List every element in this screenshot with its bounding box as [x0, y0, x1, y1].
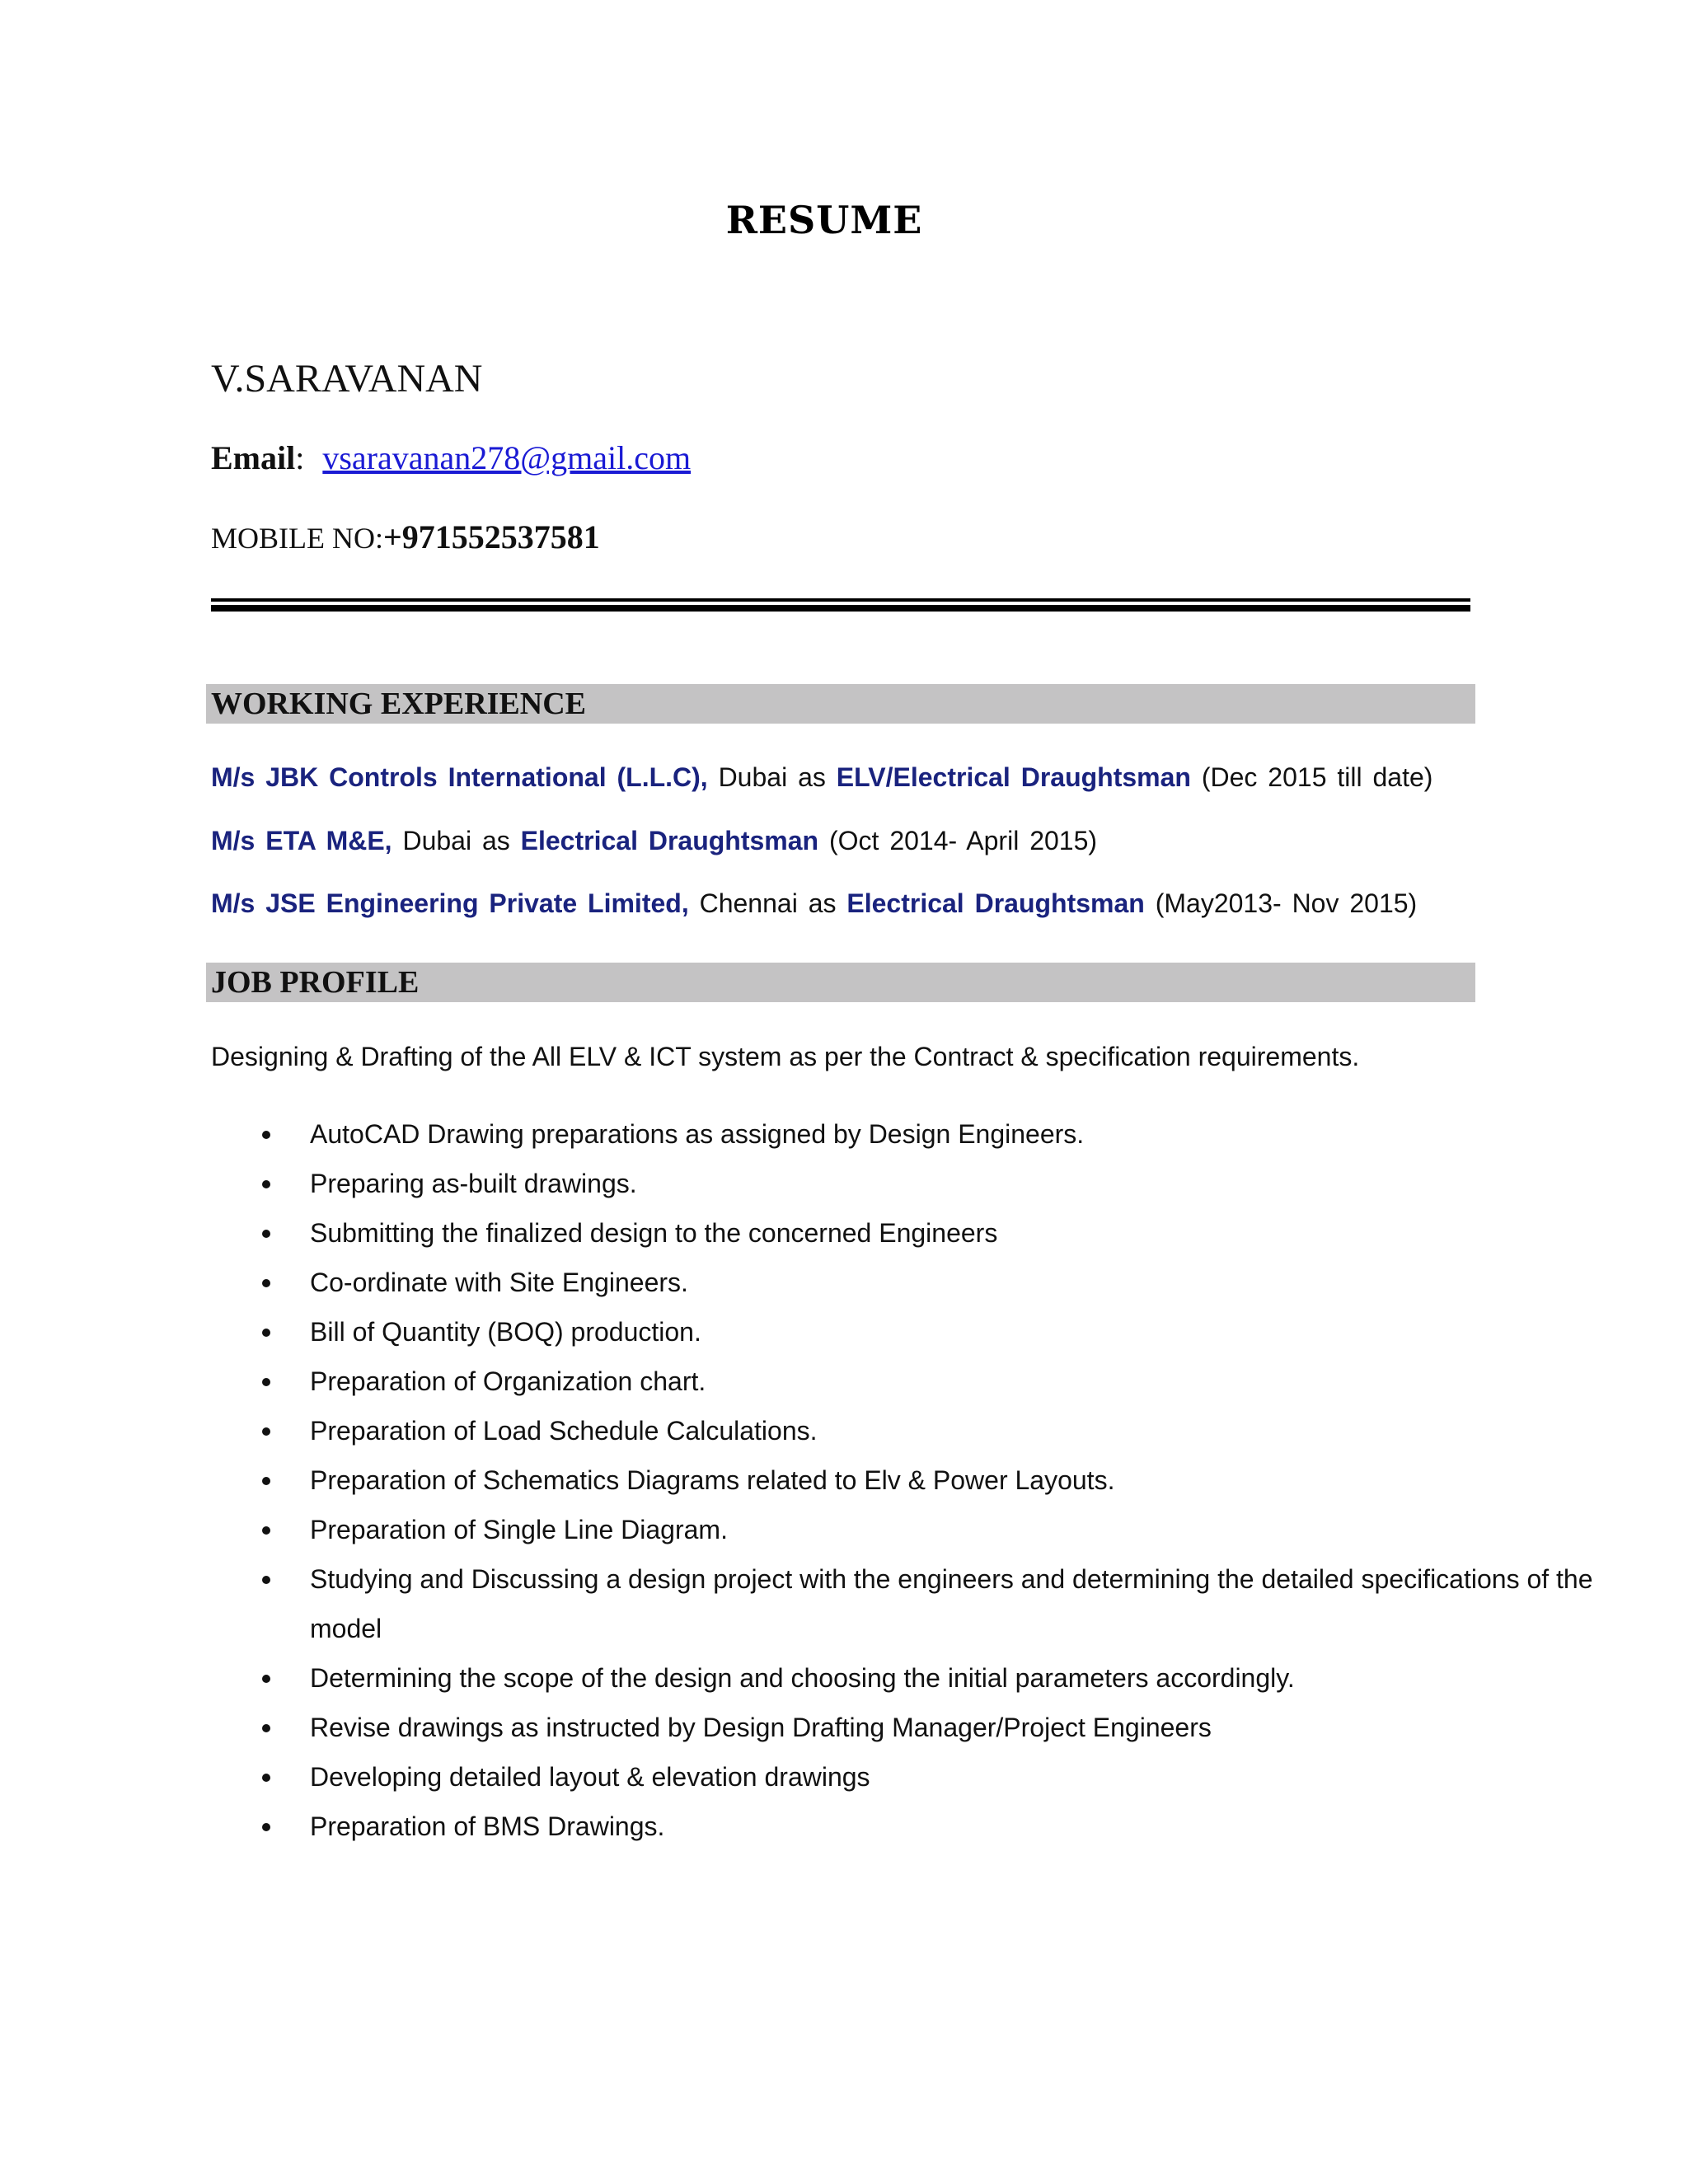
email-link[interactable]: vsaravanan278@gmail.com: [322, 439, 692, 476]
list-item: Preparation of Organization chart.: [211, 1357, 1480, 1406]
experience-role: Electrical Draughtsman: [520, 826, 819, 855]
experience-period: (Dec 2015 till date): [1190, 762, 1433, 792]
list-item: AutoCAD Drawing preparations as assigned by Design Engineers.: [211, 1109, 1480, 1159]
experience-company: M/s JBK Controls International (L.L.C),: [211, 762, 708, 792]
list-item: Co-ordinate with Site Engineers.: [211, 1258, 1480, 1307]
list-item: Revise drawings as instructed by Design Drafting Manager/Project Engineers: [211, 1703, 1480, 1752]
experience-location: Dubai as: [707, 762, 837, 792]
bullet-icon: [262, 1378, 270, 1386]
list-item: Studying and Discussing a design project with the engineers and determining the detailed specifications of the model: [211, 1554, 1480, 1653]
list-item: Preparation of Load Schedule Calculations.: [211, 1406, 1480, 1455]
list-item: Determining the scope of the design and choosing the initial parameters accordingly.: [211, 1653, 1480, 1703]
email-row: [211, 438, 691, 477]
list-item: Preparation of BMS Drawings.: [211, 1802, 1480, 1851]
email-separator: :: [295, 439, 305, 476]
candidate-name: V.SARAVANAN: [211, 357, 483, 401]
job-profile-intro: Designing & Drafting of the All ELV & ICT system as per the Contract & specification requirements.: [211, 1042, 1360, 1071]
bullet-icon: [262, 1427, 270, 1436]
bullet-icon: [262, 1675, 270, 1683]
experience-item: [211, 888, 1417, 919]
experience-company: M/s JSE Engineering Private Limited,: [211, 888, 689, 918]
list-item: Preparation of Single Line Diagram.: [211, 1505, 1480, 1554]
email-label: Email: [211, 439, 296, 476]
mobile-label: MOBILE NO: [211, 522, 375, 555]
bullet-icon: [262, 1774, 270, 1782]
bullet-icon: [262, 1823, 270, 1831]
experience-item: [211, 762, 1432, 793]
mobile-row: [211, 518, 600, 556]
mobile-number: +971552537581: [383, 518, 600, 555]
list-item: Preparing as-built drawings.: [211, 1159, 1480, 1208]
list-item: Developing detailed layout & elevation drawings: [211, 1752, 1480, 1802]
experience-company: M/s ETA M&E,: [211, 826, 392, 855]
section-heading-experience: WORKING EXPERIENCE: [206, 684, 1475, 724]
list-item: Preparation of Schematics Diagrams related to Elv & Power Layouts.: [211, 1455, 1480, 1505]
experience-location: Dubai as: [392, 826, 521, 855]
bullet-icon: [262, 1279, 270, 1287]
job-profile-list: [211, 1109, 1593, 1851]
bullet-icon: [262, 1180, 270, 1188]
bullet-icon: [262, 1477, 270, 1485]
bullet-icon: [262, 1230, 270, 1238]
page-title: RESUME: [725, 198, 923, 242]
list-item: Bill of Quantity (BOQ) production.: [211, 1307, 1480, 1357]
bullet-icon: [262, 1526, 270, 1535]
list-item: Submitting the finalized design to the concerned Engineers: [211, 1208, 1480, 1258]
divider-thick: [211, 605, 1470, 612]
bullet-icon: [262, 1131, 270, 1139]
section-heading-job-profile: JOB PROFILE: [206, 963, 1475, 1002]
experience-role: Electrical Draughtsman: [846, 888, 1145, 918]
experience-period: (May2013- Nov 2015): [1144, 888, 1418, 918]
bullet-icon: [262, 1576, 270, 1584]
bullet-icon: [262, 1724, 270, 1732]
mobile-separator: :: [374, 522, 383, 555]
experience-item: [211, 826, 1097, 856]
experience-role: ELV/Electrical Draughtsman: [836, 762, 1191, 792]
divider-thin: [211, 598, 1470, 602]
experience-location: Chennai as: [688, 888, 847, 918]
experience-period: (Oct 2014- April 2015): [818, 826, 1098, 855]
bullet-icon: [262, 1329, 270, 1337]
